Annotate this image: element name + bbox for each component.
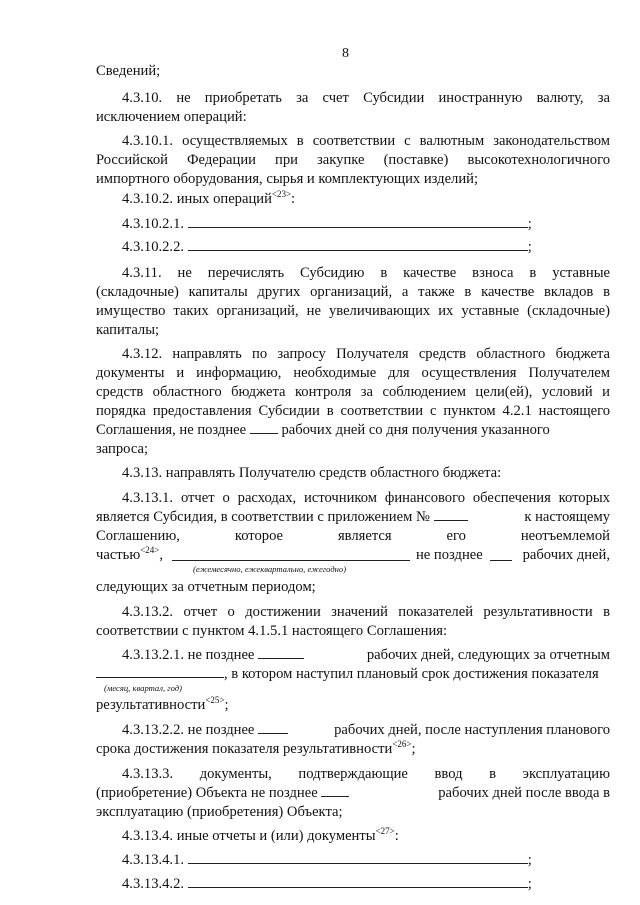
fill-in-blank	[258, 721, 288, 734]
text-fragment: рабочих дней после ввода в	[438, 785, 610, 801]
text-fragment: рабочих дней, после наступления планового	[334, 722, 610, 738]
clause-number: 4.3.10.2.1.	[122, 216, 185, 232]
comma: ,	[159, 547, 164, 563]
colon: :	[291, 191, 296, 207]
clause-4-3-13: 4.3.13. направлять Получателю средств областного бюджета:	[122, 465, 502, 481]
text-fragment: , в котором наступил плановый срок достижения показателя	[224, 666, 599, 682]
text-fragment: является Субсидия, в соответствии с приложением №	[96, 509, 430, 525]
text-fragment: Соглашения, не позднее	[96, 422, 247, 438]
fill-in-blank	[250, 421, 278, 434]
footnote-ref: <26>	[392, 739, 412, 749]
text-line: эксплуатацию (приобретения) Объекта;	[96, 804, 343, 820]
clause-4-3-13-4	[122, 827, 399, 846]
hint-text: (месяц, квартал, год)	[104, 683, 183, 693]
fill-in-blank	[188, 875, 528, 888]
text-line: Соглашению, которое является его неотъемлемой	[96, 528, 610, 544]
text-fragment: к настоящему	[524, 509, 610, 525]
clause-4-3-13-2: 4.3.13.2. отчет о достижении значений показателей результативности в	[122, 604, 610, 620]
text-line: документы и информацию, необходимые для осуществления Получателем	[96, 365, 610, 381]
clause-4-3-10-2	[122, 190, 295, 209]
text-line: Российской Федерации при закупке (поставке) высокотехнологичного	[96, 152, 610, 168]
text-fragment: рабочих дней, следующих за отчетным	[366, 647, 610, 663]
text-line	[96, 696, 229, 715]
fill-in-blank	[188, 238, 528, 251]
text-line: соответствии с пунктом 4.1.5.1 настоящего Соглашения:	[96, 623, 448, 639]
text-line: (складочные) капиталы других организаций, а также в качестве вкладов в	[96, 284, 610, 300]
clause-4-3-10-2-1	[122, 215, 532, 234]
clause-4-3-13-4-2	[122, 875, 532, 894]
text-fragment: 4.3.13.2.1. не позднее	[122, 647, 255, 663]
text-line	[96, 740, 416, 759]
text-line: имущество таких организаций, не увеличивающих их уставные (складочные)	[96, 303, 610, 319]
fill-in-blank	[490, 548, 512, 561]
text-fragment: частью	[96, 547, 141, 563]
clause-number: 4.3.10.2.2.	[122, 239, 185, 255]
text-fragment: 4.3.13.2.2. не позднее	[122, 722, 255, 738]
text-line: средств областного бюджета контроля за соблюдением цели(ей), условий и	[96, 384, 610, 400]
clause-text: 4.3.10.2. иных операций	[122, 191, 272, 207]
text-fragment: (приобретение) Объекта не позднее	[96, 785, 318, 801]
semicolon: ;	[527, 216, 532, 232]
text-line	[96, 665, 610, 684]
text-line: Сведений;	[96, 63, 161, 79]
semicolon: ;	[411, 741, 416, 757]
clause-4-3-13-4-1	[122, 851, 532, 870]
text-fragment: 4.3.13.4. иные отчеты и (или) документы	[122, 828, 376, 844]
text-fragment: рабочих дней,	[522, 547, 610, 563]
text-fragment: не позднее	[416, 547, 483, 563]
semicolon: ;	[527, 852, 532, 868]
text-line	[96, 421, 550, 440]
clause-4-3-13-2-2	[122, 721, 610, 740]
clause-number: 4.3.13.4.1.	[122, 852, 185, 868]
text-line: следующих за отчетным периодом;	[96, 579, 316, 595]
clause-4-3-11: 4.3.11. не перечислять Субсидию в качестве взноса в уставные	[122, 265, 610, 281]
semicolon: ;	[224, 697, 229, 713]
text-fragment: рабочих дней со дня получения указанного	[281, 422, 550, 438]
text-line: импортного оборудования, сырья и комплектующих изделий;	[96, 171, 479, 187]
fill-in-blank	[172, 548, 410, 561]
fill-in-blank	[321, 784, 349, 797]
fill-in-blank	[188, 215, 528, 228]
text-fragment: результативности	[96, 697, 206, 713]
text-line: порядка предоставления Субсидии в соответствии с пунктом 4.2.1 настоящего	[96, 403, 610, 419]
clause-4-3-13-2-1	[122, 646, 610, 665]
fill-in-blank	[434, 508, 468, 521]
hint-text: (ежемесячно, ежеквартально, ежегодно)	[193, 564, 347, 574]
footnote-ref: <27>	[375, 826, 395, 836]
text-line: исключением операций:	[96, 109, 247, 125]
fill-in-blank	[258, 646, 304, 659]
semicolon: ;	[527, 876, 532, 892]
clause-number: 4.3.13.4.2.	[122, 876, 185, 892]
fill-in-blank	[188, 851, 528, 864]
clause-4-3-13-3: 4.3.13.3. документы, подтверждающие ввод в эксплуатацию	[122, 766, 610, 782]
clause-4-3-10-1: 4.3.10.1. осуществляемых в соответствии с валютным законодательством	[122, 133, 610, 149]
semicolon: ;	[527, 239, 532, 255]
clause-4-3-10: 4.3.10. не приобретать за счет Субсидии иностранную валюту, за	[122, 90, 610, 106]
text-line	[96, 784, 610, 803]
colon: :	[394, 828, 399, 844]
footnote-ref: <23>	[271, 189, 292, 199]
fill-in-blank	[96, 665, 224, 678]
clause-4-3-12: 4.3.12. направлять по запросу Получателя средств областного бюджета	[122, 346, 610, 362]
text-line: запроса;	[96, 441, 149, 457]
text-line: капиталы;	[96, 322, 160, 338]
footnote-ref: <25>	[205, 695, 225, 705]
page-number: 8	[342, 46, 349, 61]
text-fragment: срока достижения показателя результативности	[96, 741, 393, 757]
clause-4-3-13-1: 4.3.13.1. отчет о расходах, источником финансового обеспечения которых	[122, 490, 610, 506]
clause-4-3-10-2-2	[122, 238, 532, 257]
footnote-ref: <24>	[140, 545, 160, 555]
text-fragment	[96, 546, 163, 565]
text-line	[96, 522, 610, 562]
